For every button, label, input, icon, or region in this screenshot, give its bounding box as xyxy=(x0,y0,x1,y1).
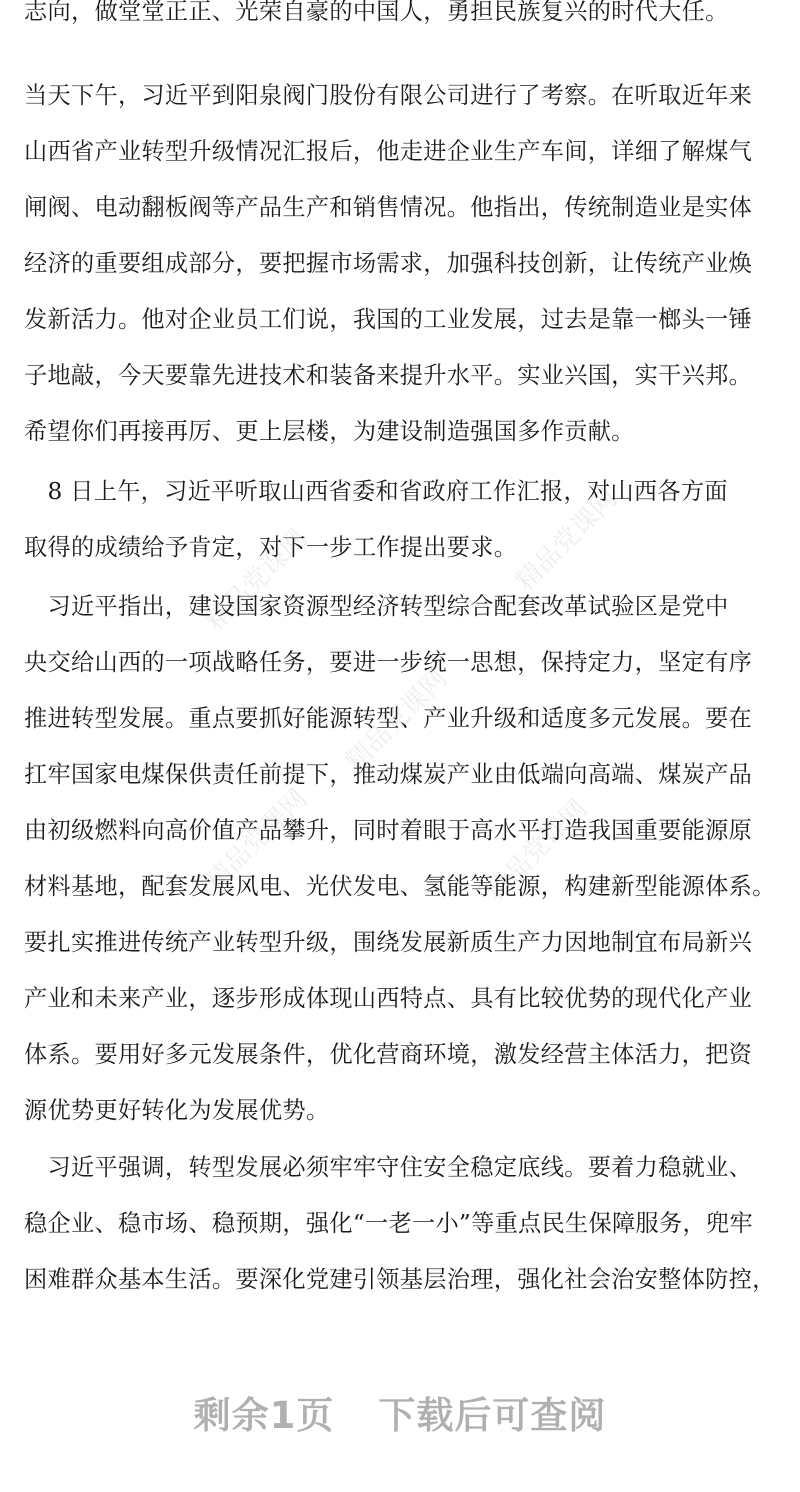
watermark: 精品党课网 xyxy=(510,483,624,597)
remaining-pages-label: 剩余1页 xyxy=(193,1394,335,1437)
text-line: 发新活力。他对企业员工们说，我国的工业发展，过去是靠一榔头一锤 xyxy=(24,306,753,333)
watermark: 精品党课网 xyxy=(200,523,314,637)
text-line: 困难群众基本生活。要深化党建引领基层治理，强化社会治安整体防控， xyxy=(24,1266,776,1293)
download-prompt[interactable] xyxy=(0,1386,800,1446)
text-line: 央交给山西的一项战略任务，要进一步统一思想，保持定力，坚定有序 xyxy=(24,649,753,676)
text-line: 源优势更好转化为发展优势。 xyxy=(24,1097,330,1124)
text-line: 8 日上午，习近平听取山西省委和省政府工作汇报，对山西各方面 xyxy=(24,478,728,505)
download-to-view-label: 下载后可查阅 xyxy=(378,1394,607,1437)
text-line: 山西省产业转型升级情况汇报后，他走进企业生产车间，详细了解煤气 xyxy=(24,138,753,165)
watermark: 精品党课网 xyxy=(480,793,594,907)
text-line: 由初级燃料向高价值产品攀升，同时着眼于高水平打造我国重要能源原 xyxy=(24,817,753,844)
text-line: 志向，做堂堂正正、光荣自豪的中国人，勇担民族复兴的时代大任。 xyxy=(24,0,729,25)
text-line: 产业和未来产业，逐步形成体现山西特点、具有比较优势的现代化产业 xyxy=(24,985,753,1012)
text-line: 取得的成绩给予肯定，对下一步工作提出要求。 xyxy=(24,534,518,561)
text-line: 经济的重要组成部分，要把握市场需求，加强科技创新，让传统产业焕 xyxy=(24,250,753,277)
text-line: 稳企业、稳市场、稳预期，强化“一老一小”等重点民生保障服务，兜牢 xyxy=(24,1210,753,1237)
text-line: 扛牢国家电煤保供责任前提下，推动煤炭产业由低端向高端、煤炭产品 xyxy=(24,761,753,788)
text-line: 推进转型发展。重点要抓好能源转型、产业升级和适度多元发展。要在 xyxy=(24,705,753,732)
text-line: 习近平指出，建设国家资源型经济转型综合配套改革试验区是党中 xyxy=(24,593,729,620)
text-line: 闸阀、电动翻板阀等产品生产和销售情况。他指出，传统制造业是实体 xyxy=(24,194,753,221)
watermark: 精品党课网 xyxy=(340,663,454,777)
text-line: 体系。要用好多元发展条件，优化营商环境，激发经营主体活力，把资 xyxy=(24,1041,753,1068)
text-line: 子地敲，今天要靠先进技术和装备来提升水平。实业兴国，实干兴邦。 xyxy=(24,362,753,389)
text-line: 材料基地，配套发展风电、光伏发电、氢能等能源，构建新型能源体系。 xyxy=(24,873,776,900)
text-line: 希望你们再接再厉、更上层楼，为建设制造强国多作贡献。 xyxy=(24,418,635,445)
text-line: 要扎实推进传统产业转型升级，围绕发展新质生产力因地制宜布局新兴 xyxy=(24,929,753,956)
watermark: 精品党课网 xyxy=(200,783,314,897)
text-line: 当天下午，习近平到阳泉阀门股份有限公司进行了考察。在听取近年来 xyxy=(24,82,753,109)
text-line: 习近平强调，转型发展必须牢牢守住安全稳定底线。要着力稳就业、 xyxy=(24,1154,753,1181)
